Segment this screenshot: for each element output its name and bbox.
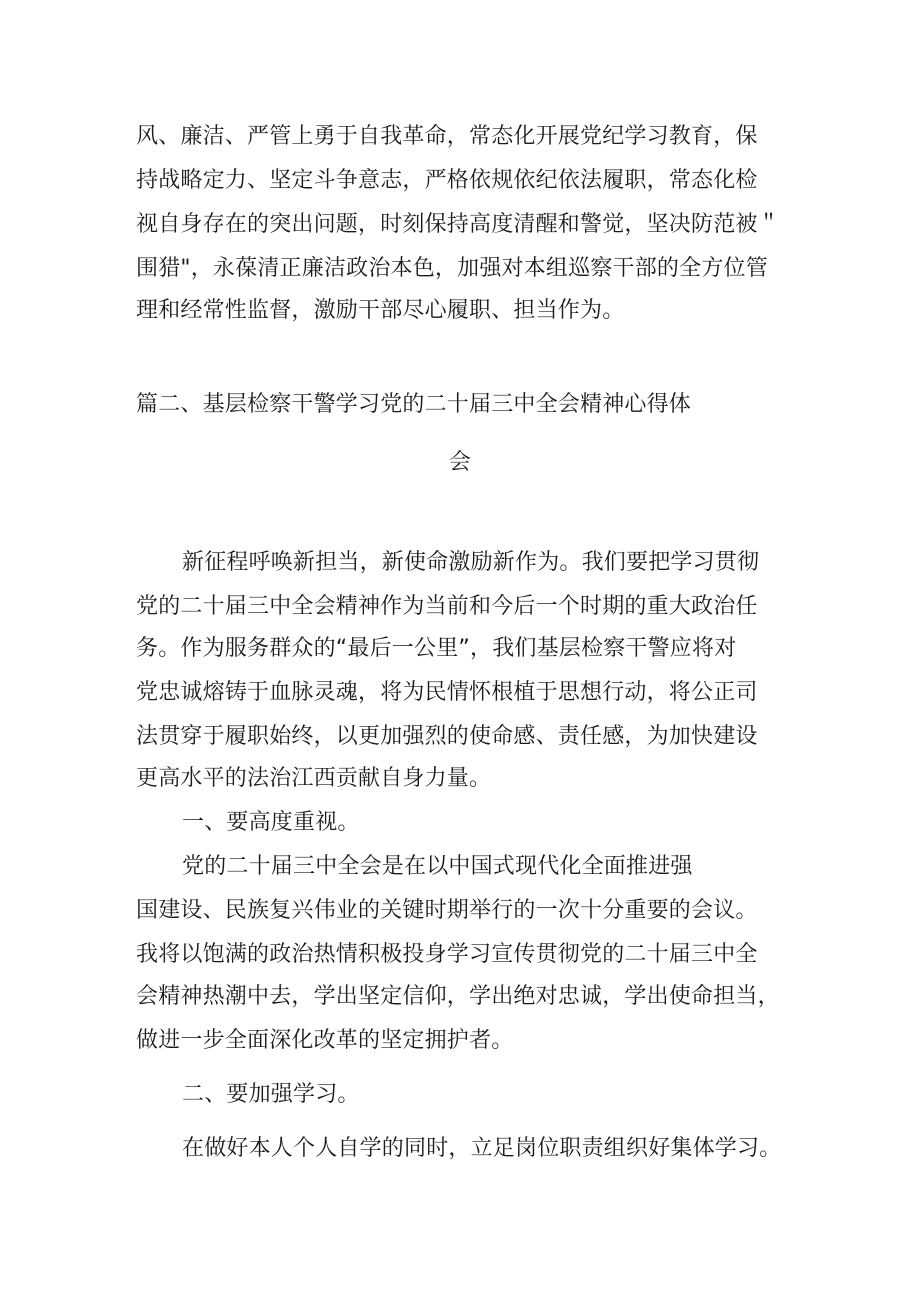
paragraph-line: 围猎"，永葆清正廉洁政治本色，加强对本组巡察干部的全方位管: [136, 256, 768, 281]
subsection-title: 二、要加强学习。: [182, 1082, 360, 1107]
subsection-title: 一、要高度重视。: [182, 810, 360, 835]
paragraph-line: 新征程呼唤新担当，新使命激励新作为。我们要把学习贯彻: [182, 550, 760, 575]
paragraph-line: 会精神热潮中去，学出坚定信仰，学出绝对忠诚，学出使命担当，: [136, 984, 780, 1009]
paragraph-line: 党的二十届三中全会精神作为当前和今后一个时期的重大政治任: [136, 594, 758, 619]
paragraph-line: 在做好本人个人自学的同时，立足岗位职责组织好集体学习。: [182, 1136, 782, 1161]
paragraph-line: 更高水平的法治江西贡献自身力量。: [136, 766, 492, 791]
paragraph-line: 持战略定力、坚定斗争意志，严格依规依纪依法履职，常态化检: [136, 168, 758, 193]
paragraph-line: 风、廉洁、严管上勇于自我革命，常态化开展党纪学习教育，保: [136, 124, 758, 149]
paragraph-line: 国建设、民族复兴伟业的关键时期举行的一次十分重要的会议。: [136, 898, 758, 923]
paragraph-line: 视自身存在的突出问题，时刻保持高度清醒和警觉，坚决防范被＂: [136, 212, 780, 237]
paragraph-line: 法贯穿于履职始终，以更加强烈的使命感、责任感，为加快建设: [136, 724, 758, 749]
section-heading: 篇二、基层检察干警学习党的二十届三中全会精神心得体: [136, 392, 692, 417]
paragraph-line: 务。作为服务群众的“最后一公里”，我们基层检察干警应将对: [136, 636, 737, 661]
paragraph-line: 理和经常性监督，激励干部尽心履职、担当作为。: [136, 298, 625, 323]
paragraph-line: 做进一步全面深化改革的坚定拥护者。: [136, 1028, 514, 1053]
section-heading-continuation: 会: [448, 450, 472, 475]
paragraph-line: 党的二十届三中全会是在以中国式现代化全面推进强: [182, 854, 693, 879]
paragraph-line: 我将以饱满的政治热情积极投身学习宣传贯彻党的二十届三中全: [136, 942, 758, 967]
paragraph-line: 党忠诚熔铸于血脉灵魂，将为民情怀根植于思想行动，将公正司: [136, 680, 758, 705]
